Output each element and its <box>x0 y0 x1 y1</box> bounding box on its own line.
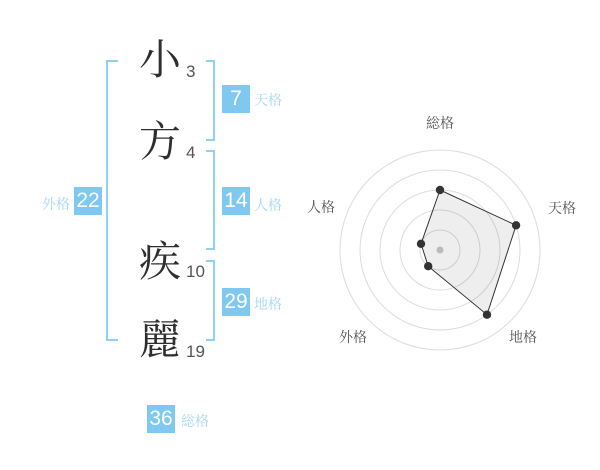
score-box-gaikaku: 22 <box>74 187 102 215</box>
score-box-tenkaku: 7 <box>222 85 250 113</box>
stroke-count-2: 4 <box>186 143 196 162</box>
radar-polygon <box>421 190 516 315</box>
radar-data-point <box>483 311 491 319</box>
score-label-tenkaku: 天格 <box>254 92 282 108</box>
bracket-jinkaku <box>206 150 215 250</box>
radar-chart-svg <box>300 110 585 360</box>
score-label-gaikaku: 外格 <box>42 196 70 212</box>
radar-axis-label-soukaku: 総格 <box>426 115 454 131</box>
score-label-chikaku: 地格 <box>254 296 282 312</box>
name-character-4: 麗 <box>138 316 181 363</box>
stroke-count-4: 19 <box>186 342 205 361</box>
score-box-soukaku: 36 <box>147 405 175 433</box>
name-character-2: 方 <box>138 118 181 165</box>
radar-axis-label-gaikaku: 外格 <box>339 329 367 345</box>
name-character-1: 小 <box>138 36 181 83</box>
radar-axis-label-chikaku: 地格 <box>509 329 537 345</box>
score-label-soukaku: 総格 <box>181 413 209 429</box>
radar-chart <box>300 110 585 360</box>
bracket-gaikaku <box>106 60 118 341</box>
stroke-count-1: 3 <box>186 62 196 81</box>
score-label-jinkaku: 人格 <box>254 197 282 213</box>
score-box-jinkaku: 14 <box>222 187 250 215</box>
radar-series <box>417 186 521 319</box>
radar-data-point <box>424 262 432 270</box>
radar-axis-label-tenkaku: 天格 <box>548 200 576 216</box>
radar-data-point <box>417 240 425 248</box>
score-box-chikaku: 29 <box>222 288 250 316</box>
name-character-3: 疾 <box>138 238 181 285</box>
radar-axis-label-jinkaku: 人格 <box>307 199 335 215</box>
stroke-count-3: 10 <box>186 262 205 281</box>
radar-data-point <box>436 186 444 194</box>
radar-center-dot <box>437 247 444 254</box>
radar-data-point <box>512 221 520 229</box>
